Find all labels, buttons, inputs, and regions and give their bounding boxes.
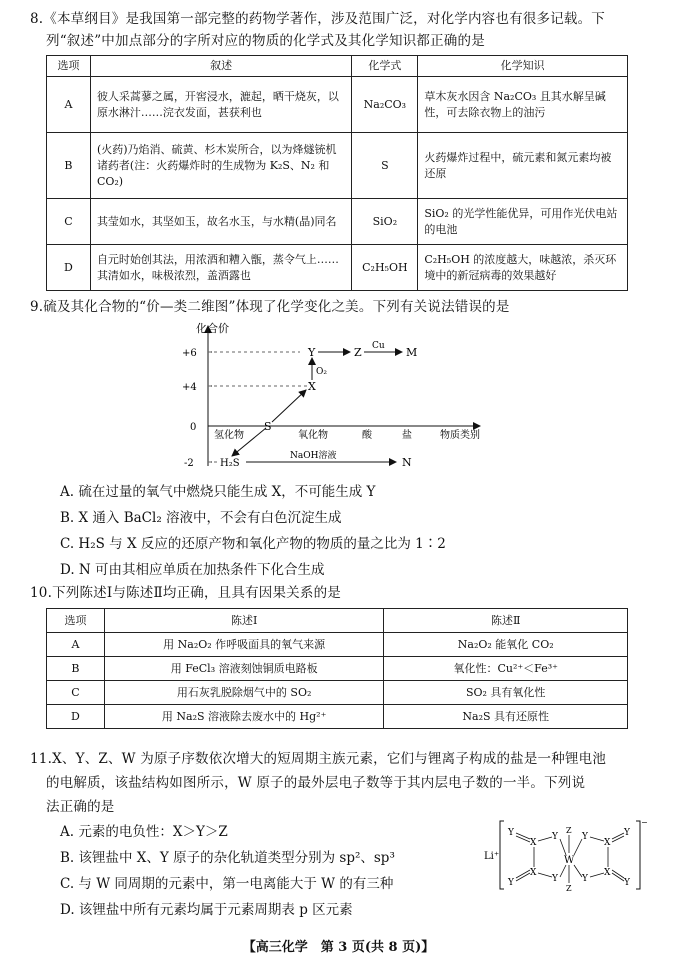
table-header-row — [47, 609, 628, 633]
arrow-label-naoh: NaOH溶液 — [290, 451, 337, 461]
knowledge-cell: SiO₂ 的光学性能优异，可用作光伏电站的电池 — [418, 199, 628, 245]
arrow-label-o2: O₂ — [316, 367, 327, 377]
option-cell: C — [47, 199, 91, 245]
table-row — [47, 705, 628, 729]
atom-x: X — [530, 868, 537, 878]
statement2-cell: SO₂ 具有氧化性 — [384, 681, 628, 705]
header-cell: 化学式 — [352, 56, 418, 77]
knowledge-cell: C₂H₅OH 的浓度越大，味越浓，杀灭环境中的新冠病毒的效果越好 — [418, 245, 628, 291]
header-cell: 陈述Ⅰ — [104, 609, 383, 633]
knowledge-cell: 火药爆炸过程中，硫元素和氮元素均被还原 — [418, 133, 628, 199]
li-ion-label: Li⁺ — [484, 851, 500, 862]
table-row — [47, 77, 628, 133]
point-h2s: H₂S — [220, 458, 240, 469]
q11-stem-line1: 11.X、Y、Z、W 为原子序数依次增大的短周期主族元素，它们与锂离子构成的盐是一种锂电池 — [30, 751, 607, 767]
point-n: N — [402, 456, 412, 469]
table-row — [47, 133, 628, 199]
option-cell: D — [47, 705, 105, 729]
svg-text:−: − — [641, 818, 648, 827]
x-category: 酸 — [362, 430, 372, 441]
knowledge-cell: 草木灰水因含 Na₂CO₃ 且其水解呈碱性，可去除衣物上的油污 — [418, 77, 628, 133]
statement2-cell: Na₂S 具有还原性 — [384, 705, 628, 729]
table-row — [47, 657, 628, 681]
q9-option-b: B. X 通入 BaCl₂ 溶液中，不会有白色沉淀生成 — [60, 510, 342, 526]
option-cell: A — [47, 633, 105, 657]
point-y: Y — [308, 346, 316, 359]
q9-option-d: D. N 可由其相应单质在加热条件下化合生成 — [60, 562, 325, 578]
q11-stem-line2: 的电解质，该盐结构如图所示，W 原子的最外层电子数等于其内层电子数的一半。下列说 — [46, 775, 586, 791]
atom-y: Y — [552, 874, 558, 884]
point-m: M — [406, 346, 418, 359]
header-cell: 叙述 — [90, 56, 351, 77]
option-cell: A — [47, 77, 91, 133]
statement1-cell: 用 Na₂O₂ 作呼吸面具的氧气来源 — [104, 633, 383, 657]
atom-y: Y — [624, 828, 630, 838]
y-tick: +4 — [182, 382, 197, 393]
atom-y: Y — [624, 878, 630, 888]
header-cell: 化学知识 — [418, 56, 628, 77]
atom-y: Y — [508, 878, 514, 888]
q11-option-d: D. 该锂盐中所有元素均属于元素周期表 p 区元素 — [60, 902, 353, 918]
atom-y: Y — [582, 832, 588, 842]
valence-class-diagram — [180, 318, 500, 476]
table-row — [47, 245, 628, 291]
statement1-cell: 用 Na₂S 溶液除去废水中的 Hg²⁺ — [104, 705, 383, 729]
atom-w: W — [564, 855, 575, 866]
x-axis-label: 物质类别 — [440, 430, 480, 441]
option-cell: B — [47, 133, 91, 199]
formula-cell: Na₂CO₃ — [352, 77, 418, 133]
q11-option-b: B. 该锂盐中 X、Y 原子的杂化轨道类型分别为 sp²、sp³ — [60, 850, 395, 866]
q8-stem-line2: 列“叙述”中加点部分的字所对应的物质的化学式及其化学知识都正确的是 — [46, 33, 485, 49]
table-row — [47, 199, 628, 245]
table-header-row — [47, 56, 628, 77]
statement1-cell: 用石灰乳脱除烟气中的 SO₂ — [104, 681, 383, 705]
atom-y: Y — [508, 828, 514, 838]
q8-table — [46, 55, 628, 291]
option-cell: D — [47, 245, 91, 291]
atom-z: Z — [566, 826, 572, 835]
q9-option-a: A. 硫在过量的氧气中燃烧只能生成 X，不可能生成 Y — [60, 484, 376, 500]
desc-cell: (火药)乃焰消、硫黄、杉木炭所合，以为烽燧铳机诸药者(注：火药爆炸时的生成物为 K₂S、N₂ 和 CO₂) — [90, 133, 351, 199]
y-tick: +6 — [182, 348, 197, 359]
q9-stem: 9.硫及其化合物的“价—类二维图”体现了化学变化之美。下列有关说法错误的是 — [30, 299, 510, 315]
x-category: 氢化物 — [214, 430, 244, 441]
atom-y: Y — [582, 874, 588, 884]
q8-stem-line1: 8.《本草纲目》是我国第一部完整的药物学著作，涉及范围广泛，对化学内容也有很多记载。下 — [30, 11, 605, 27]
atom-z: Z — [566, 884, 572, 893]
desc-cell: 自元时始创其法，用浓酒和糟入甑，蒸令气上……其清如水，味极浓烈，盖酒露也 — [90, 245, 351, 291]
y-tick: -2 — [184, 458, 194, 469]
header-cell: 选项 — [47, 609, 105, 633]
x-category-s: S — [264, 420, 272, 433]
formula-cell: S — [352, 133, 418, 199]
q11-stem-line3: 法正确的是 — [46, 799, 115, 815]
x-category: 盐 — [402, 430, 412, 441]
q10-stem: 10.下列陈述Ⅰ与陈述Ⅱ均正确，且具有因果关系的是 — [30, 585, 341, 601]
statement1-cell: 用 FeCl₃ 溶液刻蚀铜质电路板 — [104, 657, 383, 681]
statement2-cell: 氧化性：Cu²⁺＜Fe³⁺ — [384, 657, 628, 681]
atom-x: X — [604, 838, 611, 848]
lithium-salt-structure — [478, 815, 648, 895]
desc-cell: 彼人采蒿蓼之属，开窖浸水，漉起，晒干烧灰，以原水淋汁……浣衣发面，甚获利也 — [90, 77, 351, 133]
option-cell: C — [47, 681, 105, 705]
page-footer: 【高三化学 第 3 页(共 8 页)】 — [242, 940, 435, 955]
q10-table — [46, 608, 628, 729]
q9-option-c: C. H₂S 与 X 反应的还原产物和氧化产物的物质的量之比为 1∶2 — [60, 536, 446, 552]
header-cell: 陈述Ⅱ — [384, 609, 628, 633]
y-tick: 0 — [190, 422, 197, 433]
point-x: X — [308, 380, 316, 393]
table-row — [47, 681, 628, 705]
point-z: Z — [354, 346, 362, 359]
y-axis-label: 化合价 — [196, 322, 229, 335]
option-cell: B — [47, 657, 105, 681]
formula-cell: SiO₂ — [352, 199, 418, 245]
x-category: 氧化物 — [298, 430, 328, 441]
atom-x: X — [530, 838, 537, 848]
atom-x: X — [604, 868, 611, 878]
arrow-label-cu: Cu — [372, 341, 385, 351]
atom-y: Y — [552, 832, 558, 842]
table-row — [47, 633, 628, 657]
q11-option-c: C. 与 W 同周期的元素中，第一电离能大于 W 的有三种 — [60, 876, 394, 892]
desc-cell: 其莹如水，其坚如玉，故名水玉，与水精(晶)同名 — [90, 199, 351, 245]
formula-cell: C₂H₅OH — [352, 245, 418, 291]
header-cell: 选项 — [47, 56, 91, 77]
q11-option-a: A. 元素的电负性：X＞Y＞Z — [60, 824, 228, 840]
statement2-cell: Na₂O₂ 能氧化 CO₂ — [384, 633, 628, 657]
